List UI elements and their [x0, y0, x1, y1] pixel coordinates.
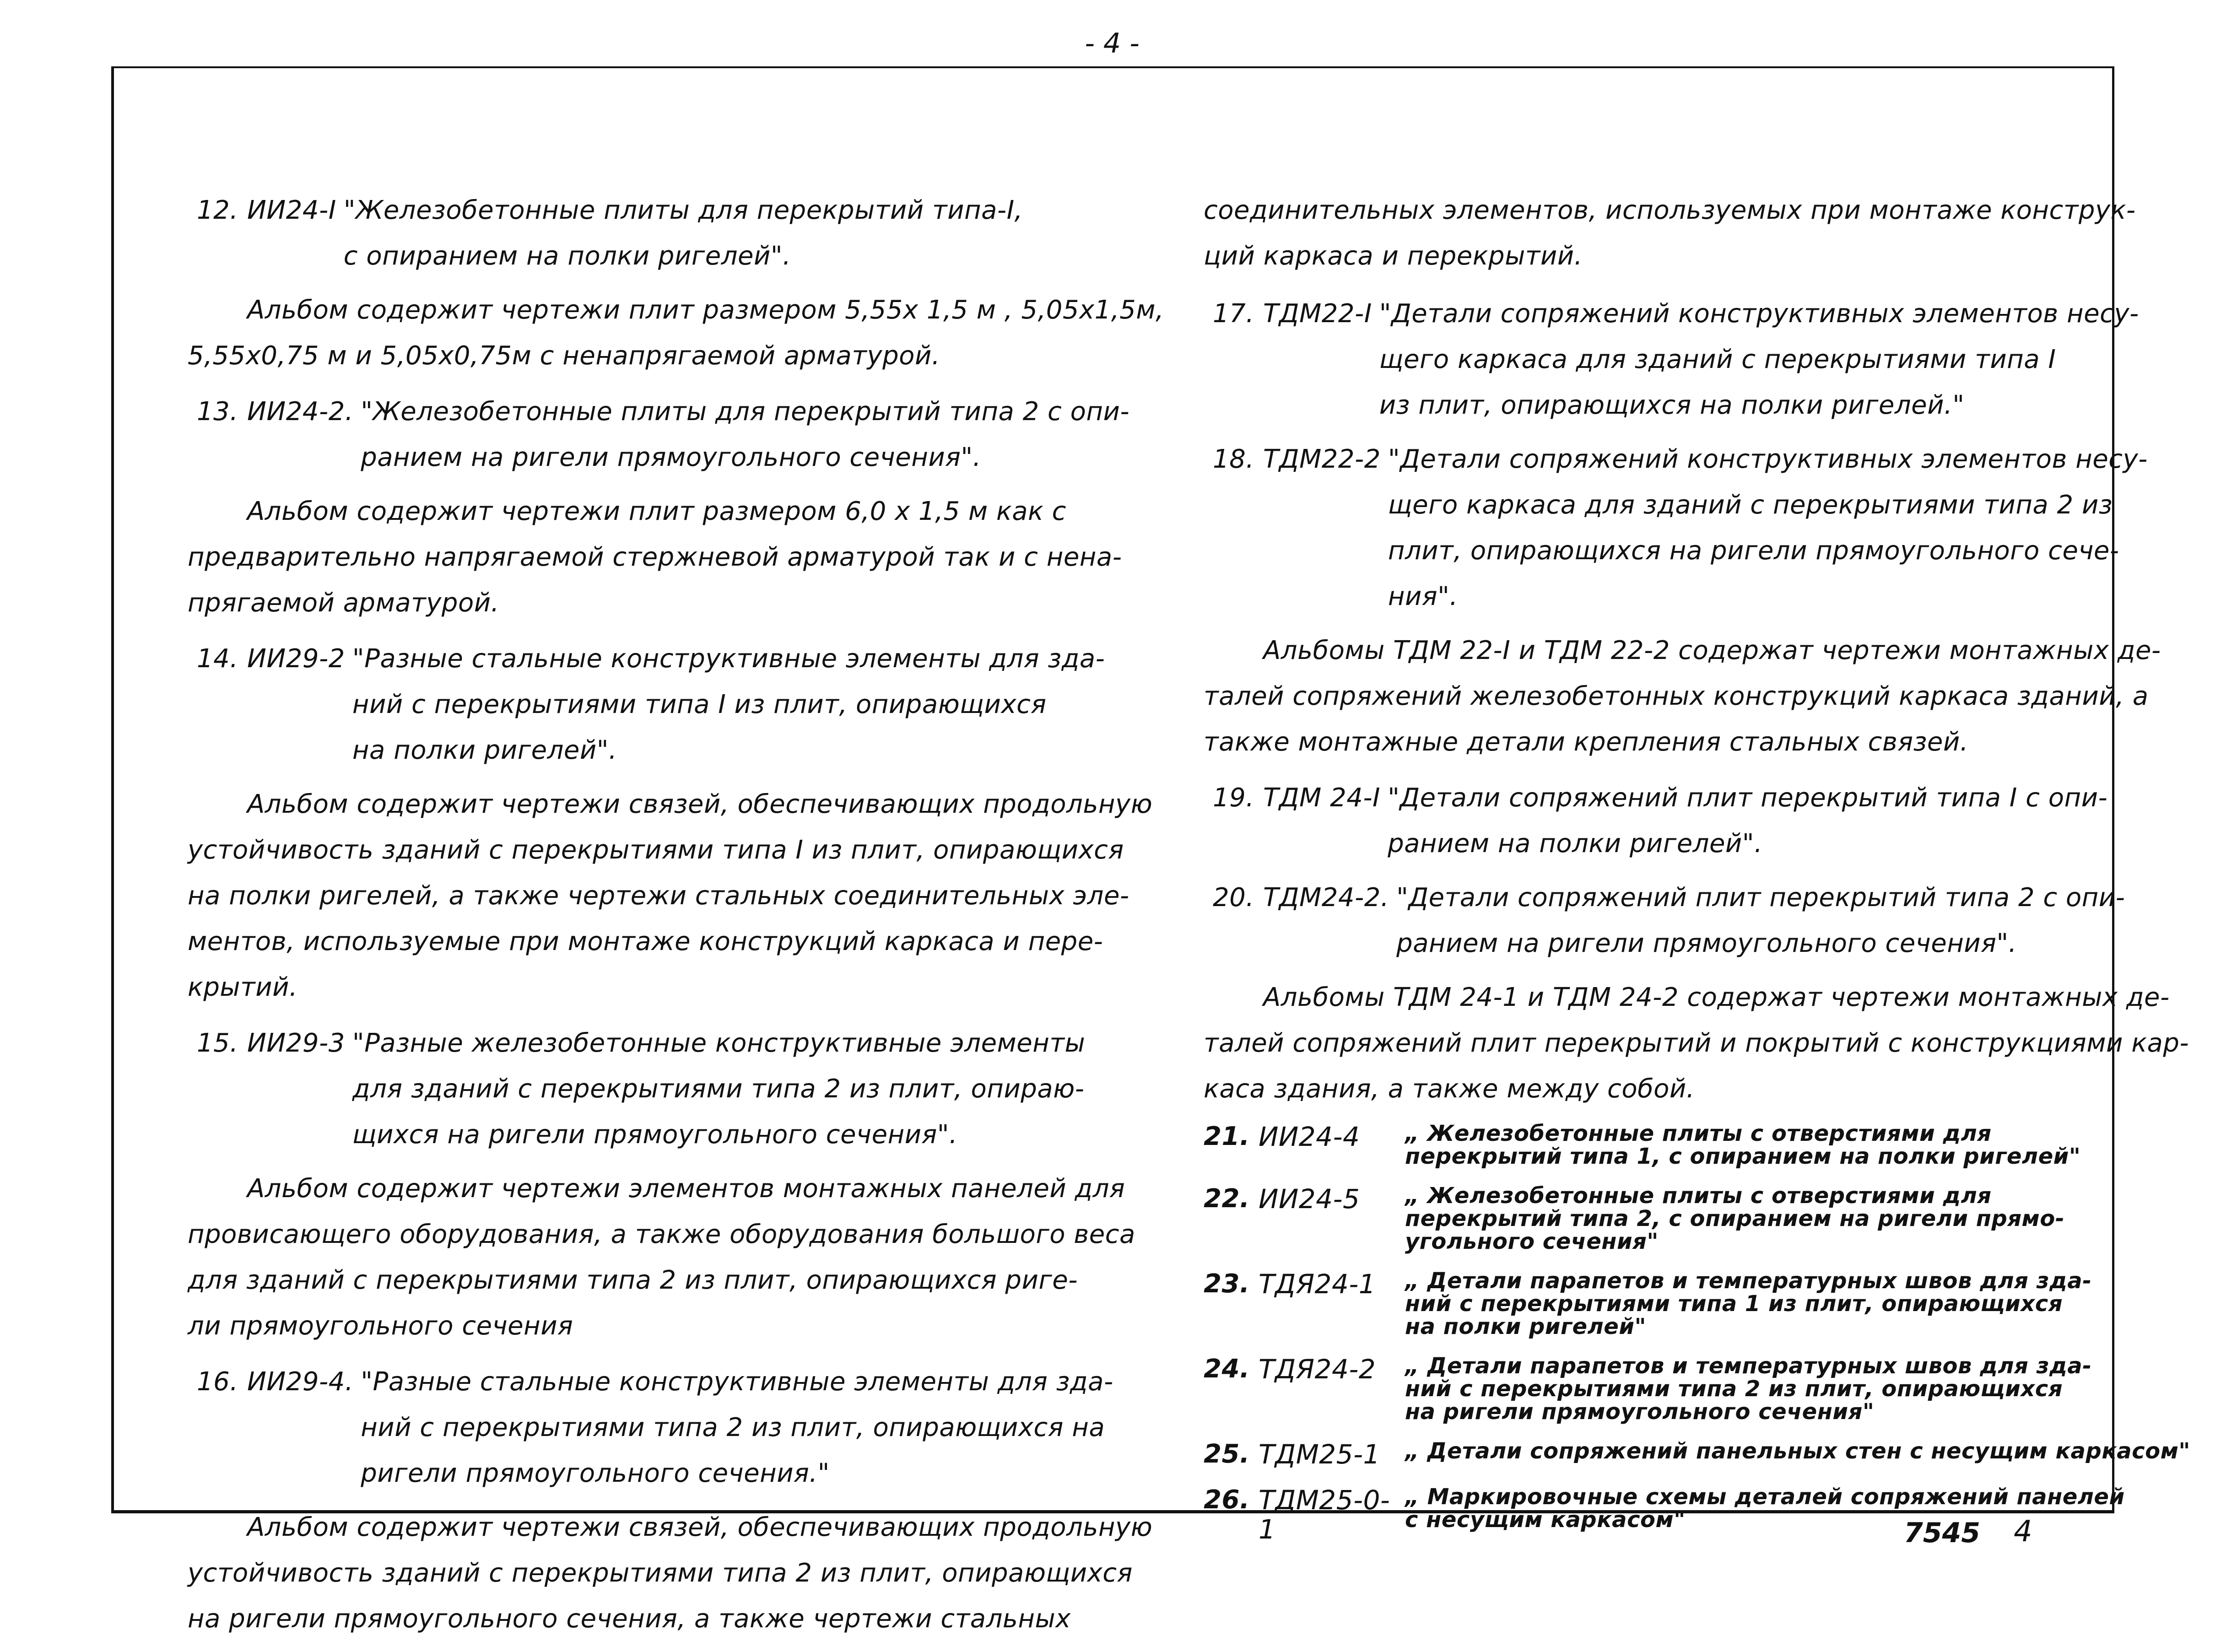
entry-heading: [188, 1359, 1126, 1496]
entry-number: 18.: [1213, 444, 1254, 474]
title-line: щихся на ригели прямоугольного сечения".: [352, 1120, 958, 1150]
title-line: на ригели прямоугольного сечения": [1405, 1399, 1875, 1425]
entry-code: ТДМ25-1: [1259, 1439, 1380, 1470]
title-line: "Детали сопряжений плит перекрытий типа 2 с опи-: [1396, 883, 2125, 912]
entry-number: 20.: [1213, 883, 1254, 912]
entry-number: 13.: [197, 397, 238, 426]
title-line: "Железобетонные плиты для перекрытий типа 2 с опи-: [361, 397, 1130, 426]
title-line: ранием на ригели прямоугольного сечения".: [361, 443, 981, 472]
entry-description: [188, 287, 1164, 379]
text-line: предварительно напрягаемой стержневой арматурой так и с нена-: [188, 542, 1122, 572]
text-line: Альбом содержит чертежи плит размером 5,55х 1,5 м , 5,05х1,5м,: [247, 295, 1164, 325]
title-line: с опиранием на полки ригелей".: [343, 241, 791, 271]
text-line: прягаемой арматурой.: [188, 588, 499, 618]
entry-description: [188, 489, 1126, 626]
entry-heading: [188, 389, 1130, 480]
text-line: также монтажные детали крепления стальных связей.: [1204, 727, 1969, 757]
entry-code: ТДМ25-0-1: [1259, 1485, 1390, 1545]
text-line: ций каркаса и перекрытий.: [1204, 241, 1583, 271]
entry-number: 17.: [1213, 299, 1254, 329]
sheet-number: 4: [2014, 1515, 2032, 1549]
title-line: на полки ригелей": [1405, 1314, 1646, 1339]
entry-code: ТДМ22-I: [1263, 299, 1372, 329]
entry-heading: [188, 188, 1126, 279]
entry-heading: [1204, 437, 2148, 620]
catalog-entry-small: [1204, 1268, 2092, 1339]
text-line: ментов, используемые при монтаже конструкций каркаса и пере-: [188, 927, 1103, 956]
entry-title: [1405, 1269, 2092, 1338]
entry-title: [352, 636, 1126, 773]
entry-code: ТДЯ24-1: [1259, 1269, 1376, 1300]
text-line: устойчивость зданий с перекрытиями типа 2 из плит, опирающихся: [188, 1558, 1133, 1588]
entry-title: [1405, 1440, 2190, 1463]
title-line: плит, опирающихся на ригели прямоугольного сече-: [1388, 536, 2119, 566]
paragraph: [1204, 975, 2189, 1112]
entry-title: [1405, 1122, 2087, 1168]
catalog-entry: [188, 1359, 1126, 1496]
text-line: талей сопряжений плит перекрытий и покрытий с конструкциями кар-: [1204, 1028, 2189, 1058]
entry-heading: [188, 1020, 1126, 1158]
entry-number: 26.: [1204, 1485, 1250, 1515]
text-line: крытий.: [188, 972, 298, 1002]
text-line: Альбомы ТДМ 22-I и ТДМ 22-2 содержат чертежи монтажных де-: [1263, 636, 2161, 665]
entry-number: 25.: [1204, 1439, 1250, 1469]
entry-code: ИИ24-5: [1259, 1183, 1360, 1215]
entry-heading: [1204, 875, 2125, 966]
entry-code: ТДЯ24-2: [1259, 1354, 1376, 1385]
entry-number: 19.: [1213, 783, 1254, 813]
catalog-entry-small: [1204, 1122, 2087, 1168]
continuation-paragraph: [1204, 188, 2136, 279]
title-line: щего каркаса для зданий с перекрытиями типа 2 из: [1388, 490, 2113, 520]
catalog-entry-small: [1204, 1353, 2092, 1425]
catalog-entry: [1204, 875, 2125, 966]
title-line: "Железобетонные плиты для перекрытий типа-I,: [343, 195, 1023, 225]
text-line: Альбом содержит чертежи связей, обеспечивающих продольную: [247, 1512, 1153, 1542]
entry-code: ИИ29-4.: [247, 1367, 354, 1397]
entry-heading: [188, 636, 1126, 773]
text-line: на полки ригелей, а также чертежи стальных соединительных эле-: [188, 881, 1129, 911]
title-line: ний с перекрытиями типа 2 из плит, опирающихся: [1405, 1376, 2063, 1402]
title-line: перекрытий типа 2, с опиранием на ригели прямо-: [1405, 1206, 2065, 1231]
catalog-entry-small: [1204, 1184, 2087, 1253]
catalog-entry: [1204, 437, 2148, 620]
entry-heading: [1204, 291, 2139, 428]
text-line: каса здания, а также между собой.: [1204, 1074, 1695, 1104]
entry-code: ИИ29-3: [247, 1028, 345, 1058]
right-column: [1204, 188, 2190, 1560]
catalog-entry: [188, 389, 1130, 480]
document-number: 7545: [1904, 1517, 1980, 1549]
title-line: „ Детали парапетов и температурных швов для зда-: [1405, 1268, 2092, 1294]
entry-title: [1396, 875, 2125, 966]
catalog-entry: [188, 1020, 1126, 1158]
entry-title: [361, 389, 1129, 480]
text-line: провисающего оборудования, а также оборудования большого веса: [188, 1220, 1135, 1249]
entry-title: [1405, 1184, 2087, 1253]
entry-code: ИИ24-I: [247, 195, 336, 225]
title-line: "Детали сопряжений плит перекрытий типа I с опи-: [1388, 783, 2108, 813]
entry-code: ТДМ 24-I: [1263, 783, 1381, 813]
text-line: для зданий с перекрытиями типа 2 из плит, опирающихся риге-: [188, 1265, 1078, 1295]
text-line: Альбом содержит чертежи плит размером 6,0 х 1,5 м как с: [247, 497, 1066, 526]
entry-number: 12.: [197, 195, 238, 225]
title-line: „ Детали сопряжений панельных стен с несущим каркасом": [1405, 1438, 2190, 1464]
entry-code: ИИ24-2.: [247, 397, 354, 426]
title-line: „ Железобетонные плиты с отверстиями для: [1405, 1183, 1992, 1209]
entry-number: 22.: [1204, 1184, 1250, 1214]
text-line: Альбом содержит чертежи связей, обеспечивающих продольную: [247, 789, 1153, 819]
text-line: 5,55х0,75 м и 5,05х0,75м с ненапрягаемой арматурой.: [188, 341, 940, 371]
entry-number: 21.: [1204, 1122, 1250, 1151]
title-line: ний с перекрытиями типа I из плит, опирающихся: [352, 690, 1047, 719]
entry-description: [188, 782, 1153, 1010]
entry-title: [344, 188, 1126, 279]
paragraph: [1204, 628, 2161, 765]
title-line: "Разные стальные конструктивные элементы для зда-: [352, 644, 1105, 674]
title-line: "Детали сопряжений конструктивных элементов несу-: [1388, 444, 2148, 474]
catalog-entry: [1204, 291, 2139, 428]
text-line: соединительных элементов, используемых при монтаже конструк-: [1204, 195, 2136, 225]
title-line: ранием на ригели прямоугольного сечения".: [1396, 929, 2017, 958]
title-line: ния".: [1388, 582, 1458, 611]
catalog-entry: [188, 188, 1126, 279]
title-line: перекрытий типа 1, с опиранием на полки ригелей": [1405, 1144, 2081, 1169]
left-column: [188, 188, 1164, 1652]
entry-code: ТДМ24-2.: [1263, 883, 1389, 912]
entry-code: ИИ24-4: [1259, 1121, 1360, 1152]
title-line: „ Детали парапетов и температурных швов для зда-: [1405, 1353, 2092, 1379]
entry-description: [188, 1166, 1135, 1349]
title-line: для зданий с перекрытиями типа 2 из плит, опираю-: [352, 1074, 1085, 1104]
title-line: ригели прямоугольного сечения.": [361, 1458, 830, 1488]
entry-heading: [1204, 775, 2108, 867]
entry-title: [1388, 775, 2108, 867]
title-line: „ Маркировочные схемы деталей сопряжений панелей: [1405, 1484, 2125, 1510]
text-line: устойчивость зданий с перекрытиями типа I из плит, опирающихся: [188, 835, 1124, 865]
title-line: "Разные стальные конструктивные элементы для зда-: [361, 1367, 1113, 1397]
entry-title: [352, 1020, 1126, 1158]
title-line: ранием на полки ригелей".: [1388, 829, 1763, 858]
catalog-entry: [188, 636, 1126, 773]
entry-code: ИИ29-2: [247, 644, 345, 674]
entry-code: ТДМ22-2: [1263, 444, 1381, 474]
entry-title: [1379, 291, 2139, 428]
entry-title: [1388, 437, 2148, 620]
title-line: "Детали сопряжений конструктивных элементов несу-: [1379, 299, 2139, 329]
entry-number: 15.: [197, 1028, 238, 1058]
title-line: из плит, опирающихся на полки ригелей.": [1379, 390, 1965, 420]
entry-number: 16.: [197, 1367, 238, 1397]
title-line: "Разные железобетонные конструктивные элементы: [352, 1028, 1086, 1058]
title-line: „ Железобетонные плиты с отверстиями для: [1405, 1121, 1992, 1146]
entry-description: [188, 1505, 1153, 1642]
entry-number: 14.: [197, 644, 238, 674]
catalog-entry: [1204, 775, 2108, 867]
text-line: на ригели прямоугольного сечения, а также чертежи стальных: [188, 1604, 1071, 1634]
entry-number: 23.: [1204, 1269, 1250, 1299]
entry-title: [1405, 1355, 2092, 1423]
text-line: Альбом содержит чертежи элементов монтажных панелей для: [247, 1174, 1125, 1204]
catalog-entry-small: [1204, 1438, 2190, 1470]
title-line: ний с перекрытиями типа 2 из плит, опирающихся на: [361, 1413, 1105, 1442]
title-line: на полки ригелей".: [352, 735, 617, 765]
small-entry-list: [1204, 1121, 2190, 1545]
title-line: угольного сечения": [1405, 1229, 1659, 1254]
title-line: с несущим каркасом": [1405, 1507, 1686, 1533]
entry-title: [361, 1359, 1126, 1496]
title-line: ний с перекрытиями типа 1 из плит, опирающихся: [1405, 1291, 2063, 1317]
page-number: - 4 -: [1085, 27, 1140, 59]
text-line: Альбомы ТДМ 24-1 и ТДМ 24-2 содержат чертежи монтажных де-: [1263, 983, 2170, 1012]
entry-number: 24.: [1204, 1354, 1250, 1384]
text-line: талей сопряжений железобетонных конструкций каркаса зданий, а: [1204, 681, 2149, 711]
title-line: щего каркаса для зданий с перекрытиями типа I: [1379, 345, 2056, 374]
text-line: ли прямоугольного сечения: [188, 1311, 573, 1341]
